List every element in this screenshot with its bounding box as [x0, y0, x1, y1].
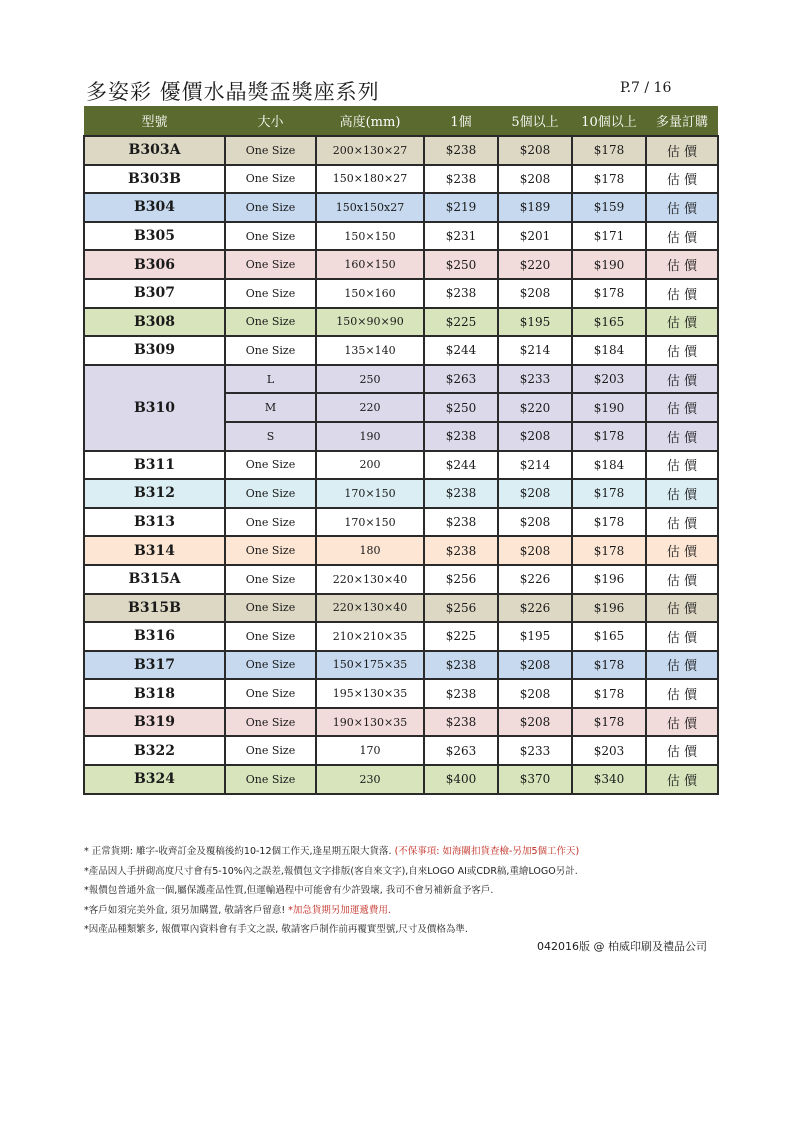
price-10-cell: $165	[572, 622, 646, 651]
size-cell: One Size	[225, 736, 316, 765]
height-cell: 135×140	[316, 336, 424, 365]
model-cell: B312	[84, 479, 225, 508]
table-row	[84, 451, 718, 480]
header-price-1: 1個	[424, 106, 498, 136]
price-10-cell: $178	[572, 136, 646, 165]
price-5-cell: $220	[498, 250, 572, 279]
price-1-cell: $219	[424, 193, 498, 222]
price-10-cell: $203	[572, 365, 646, 394]
price-5-cell: $208	[498, 508, 572, 537]
quote-cell: 估 價	[646, 594, 718, 623]
model-cell: B322	[84, 736, 225, 765]
price-5-cell: $370	[498, 765, 572, 794]
price-5-cell: $233	[498, 365, 572, 394]
header-price-10: 10個以上	[572, 106, 646, 136]
size-cell: S	[225, 422, 316, 451]
height-cell: 150×150	[316, 222, 424, 251]
height-cell: 220×130×40	[316, 594, 424, 623]
price-1-cell: $263	[424, 365, 498, 394]
quote-cell: 估 價	[646, 536, 718, 565]
model-cell: B313	[84, 508, 225, 537]
table-row	[84, 594, 718, 623]
quote-cell: 估 價	[646, 365, 718, 394]
table-row	[84, 508, 718, 537]
table-row	[84, 536, 718, 565]
model-cell: B315B	[84, 594, 225, 623]
model-cell: B304	[84, 193, 225, 222]
price-table	[83, 106, 719, 795]
height-cell: 230	[316, 765, 424, 794]
price-5-cell: $226	[498, 565, 572, 594]
price-5-cell: $201	[498, 222, 572, 251]
size-cell: M	[225, 393, 316, 422]
header-price-5: 5個以上	[498, 106, 572, 136]
size-cell: One Size	[225, 565, 316, 594]
price-10-cell: $178	[572, 708, 646, 737]
price-1-cell: $250	[424, 250, 498, 279]
size-cell: One Size	[225, 193, 316, 222]
price-10-cell: $178	[572, 651, 646, 680]
quote-cell: 估 價	[646, 222, 718, 251]
price-5-cell: $233	[498, 736, 572, 765]
price-1-cell: $238	[424, 508, 498, 537]
height-cell: 220	[316, 393, 424, 422]
price-10-cell: $340	[572, 765, 646, 794]
price-10-cell: $178	[572, 422, 646, 451]
size-cell: One Size	[225, 136, 316, 165]
price-10-cell: $178	[572, 479, 646, 508]
size-cell: One Size	[225, 765, 316, 794]
model-cell: B310	[84, 365, 225, 451]
price-5-cell: $208	[498, 536, 572, 565]
size-cell: One Size	[225, 536, 316, 565]
page-title: 多姿彩 優價水晶獎盃獎座系列	[86, 80, 380, 104]
table-row	[84, 765, 718, 794]
table-row	[84, 651, 718, 680]
note-line	[84, 901, 579, 921]
header-model: 型號	[84, 106, 225, 136]
note-highlight: *加急貨期另加運遞費用.	[288, 904, 391, 916]
table-row	[84, 479, 718, 508]
height-cell: 220×130×40	[316, 565, 424, 594]
price-10-cell: $178	[572, 679, 646, 708]
quote-cell: 估 價	[646, 765, 718, 794]
price-10-cell: $178	[572, 279, 646, 308]
price-1-cell: $238	[424, 422, 498, 451]
model-cell: B319	[84, 708, 225, 737]
note-line	[84, 881, 579, 901]
price-5-cell: $208	[498, 479, 572, 508]
height-cell: 150×175×35	[316, 651, 424, 680]
height-cell: 170×150	[316, 508, 424, 537]
price-1-cell: $238	[424, 136, 498, 165]
price-1-cell: $244	[424, 451, 498, 480]
price-10-cell: $171	[572, 222, 646, 251]
size-cell: One Size	[225, 222, 316, 251]
table-row	[84, 250, 718, 279]
size-cell: One Size	[225, 708, 316, 737]
price-10-cell: $203	[572, 736, 646, 765]
height-cell: 160×150	[316, 250, 424, 279]
size-cell: One Size	[225, 279, 316, 308]
price-1-cell: $238	[424, 708, 498, 737]
price-5-cell: $208	[498, 279, 572, 308]
price-1-cell: $263	[424, 736, 498, 765]
quote-cell: 估 價	[646, 565, 718, 594]
model-cell: B308	[84, 308, 225, 337]
price-10-cell: $196	[572, 594, 646, 623]
quote-cell: 估 價	[646, 451, 718, 480]
note-text: *客戶如須完美外盒, 須另加購置, 敬請客戶留意!	[84, 904, 289, 916]
height-cell: 200	[316, 451, 424, 480]
notes	[84, 842, 579, 940]
quote-cell: 估 價	[646, 279, 718, 308]
price-1-cell: $238	[424, 651, 498, 680]
height-cell: 150x150x27	[316, 193, 424, 222]
table-row	[84, 336, 718, 365]
table-body	[84, 136, 718, 794]
price-1-cell: $400	[424, 765, 498, 794]
height-cell: 190	[316, 422, 424, 451]
model-cell: B314	[84, 536, 225, 565]
size-cell: One Size	[225, 651, 316, 680]
height-cell: 150×160	[316, 279, 424, 308]
price-5-cell: $195	[498, 308, 572, 337]
quote-cell: 估 價	[646, 336, 718, 365]
quote-cell: 估 價	[646, 422, 718, 451]
table-header-row	[84, 106, 718, 136]
quote-cell: 估 價	[646, 736, 718, 765]
note-line	[84, 862, 579, 882]
price-5-cell: $208	[498, 708, 572, 737]
price-10-cell: $178	[572, 165, 646, 194]
price-5-cell: $189	[498, 193, 572, 222]
model-cell: B315A	[84, 565, 225, 594]
price-10-cell: $184	[572, 451, 646, 480]
header-size: 大小	[225, 106, 316, 136]
price-5-cell: $208	[498, 422, 572, 451]
quote-cell: 估 價	[646, 308, 718, 337]
model-cell: B324	[84, 765, 225, 794]
price-1-cell: $244	[424, 336, 498, 365]
price-10-cell: $165	[572, 308, 646, 337]
note-line	[84, 842, 579, 862]
model-cell: B311	[84, 451, 225, 480]
price-5-cell: $214	[498, 336, 572, 365]
table-row	[84, 736, 718, 765]
note-text: * 正常貨期: 雕字-收齊訂金及覆稿後約10-12個工作天,逢星期五限大貨落.	[84, 846, 395, 857]
height-cell: 250	[316, 365, 424, 394]
table-row	[84, 365, 718, 394]
price-5-cell: $208	[498, 651, 572, 680]
price-10-cell: $190	[572, 393, 646, 422]
model-cell: B318	[84, 679, 225, 708]
note-line	[84, 920, 579, 940]
height-cell: 150×180×27	[316, 165, 424, 194]
table-row	[84, 136, 718, 165]
size-cell: One Size	[225, 479, 316, 508]
quote-cell: 估 價	[646, 393, 718, 422]
price-1-cell: $238	[424, 479, 498, 508]
table-row	[84, 222, 718, 251]
footer-credit: 042016版 @ 柏威印刷及禮品公司	[537, 940, 707, 953]
price-1-cell: $238	[424, 536, 498, 565]
size-cell: One Size	[225, 622, 316, 651]
size-cell: L	[225, 365, 316, 394]
header-bulk-order: 多量訂購	[646, 106, 718, 136]
table-row	[84, 565, 718, 594]
height-cell: 180	[316, 536, 424, 565]
quote-cell: 估 價	[646, 479, 718, 508]
quote-cell: 估 價	[646, 622, 718, 651]
header-height: 高度(mm)	[316, 106, 424, 136]
note-text: *因產品種類繁多, 報價單內資料會有手文之誤, 敬請客戶制作前再覆實型號,尺寸及價格為準.	[84, 924, 468, 935]
price-5-cell: $214	[498, 451, 572, 480]
size-cell: One Size	[225, 336, 316, 365]
price-10-cell: $159	[572, 193, 646, 222]
price-5-cell: $208	[498, 165, 572, 194]
quote-cell: 估 價	[646, 193, 718, 222]
table-row	[84, 308, 718, 337]
price-1-cell: $256	[424, 565, 498, 594]
size-cell: One Size	[225, 679, 316, 708]
model-cell: B309	[84, 336, 225, 365]
height-cell: 150×90×90	[316, 308, 424, 337]
quote-cell: 估 價	[646, 679, 718, 708]
height-cell: 200×130×27	[316, 136, 424, 165]
quote-cell: 估 價	[646, 651, 718, 680]
price-1-cell: $225	[424, 308, 498, 337]
price-5-cell: $226	[498, 594, 572, 623]
table-row	[84, 279, 718, 308]
quote-cell: 估 價	[646, 708, 718, 737]
model-cell: B303A	[84, 136, 225, 165]
price-5-cell: $195	[498, 622, 572, 651]
price-10-cell: $178	[572, 536, 646, 565]
size-cell: One Size	[225, 165, 316, 194]
note-highlight: (不保事項: 如海關扣貨查檢-另加5個工作天)	[394, 846, 580, 857]
page-number: P.7 / 16	[620, 80, 672, 96]
table-row	[84, 165, 718, 194]
price-10-cell: $196	[572, 565, 646, 594]
price-10-cell: $190	[572, 250, 646, 279]
note-text: *產品因人手拼砌高度尺寸會有5-10%內之誤差,報價包文字排版(客自來文字),自來LOGO AI或CDR稿,重繪LOGO另計.	[84, 865, 578, 877]
price-1-cell: $250	[424, 393, 498, 422]
price-5-cell: $220	[498, 393, 572, 422]
quote-cell: 估 價	[646, 136, 718, 165]
price-1-cell: $225	[424, 622, 498, 651]
height-cell: 170×150	[316, 479, 424, 508]
model-cell: B305	[84, 222, 225, 251]
price-1-cell: $238	[424, 679, 498, 708]
price-5-cell: $208	[498, 679, 572, 708]
height-cell: 190×130×35	[316, 708, 424, 737]
size-cell: One Size	[225, 250, 316, 279]
model-cell: B303B	[84, 165, 225, 194]
size-cell: One Size	[225, 451, 316, 480]
size-cell: One Size	[225, 594, 316, 623]
size-cell: One Size	[225, 308, 316, 337]
model-cell: B316	[84, 622, 225, 651]
model-cell: B306	[84, 250, 225, 279]
height-cell: 170	[316, 736, 424, 765]
note-text: *報價包普通外盒一個,屬保護產品性質,但運輸過程中可能會有少許毀壞, 我司不會另補新盒予客戶.	[84, 885, 494, 896]
table-row	[84, 193, 718, 222]
height-cell: 210×210×35	[316, 622, 424, 651]
price-1-cell: $238	[424, 279, 498, 308]
price-1-cell: $256	[424, 594, 498, 623]
quote-cell: 估 價	[646, 250, 718, 279]
size-cell: One Size	[225, 508, 316, 537]
price-5-cell: $208	[498, 136, 572, 165]
table-row	[84, 708, 718, 737]
quote-cell: 估 價	[646, 508, 718, 537]
model-cell: B307	[84, 279, 225, 308]
price-10-cell: $178	[572, 508, 646, 537]
table-row	[84, 622, 718, 651]
quote-cell: 估 價	[646, 165, 718, 194]
model-cell: B317	[84, 651, 225, 680]
table-row	[84, 679, 718, 708]
price-10-cell: $184	[572, 336, 646, 365]
price-1-cell: $238	[424, 165, 498, 194]
height-cell: 195×130×35	[316, 679, 424, 708]
price-1-cell: $231	[424, 222, 498, 251]
